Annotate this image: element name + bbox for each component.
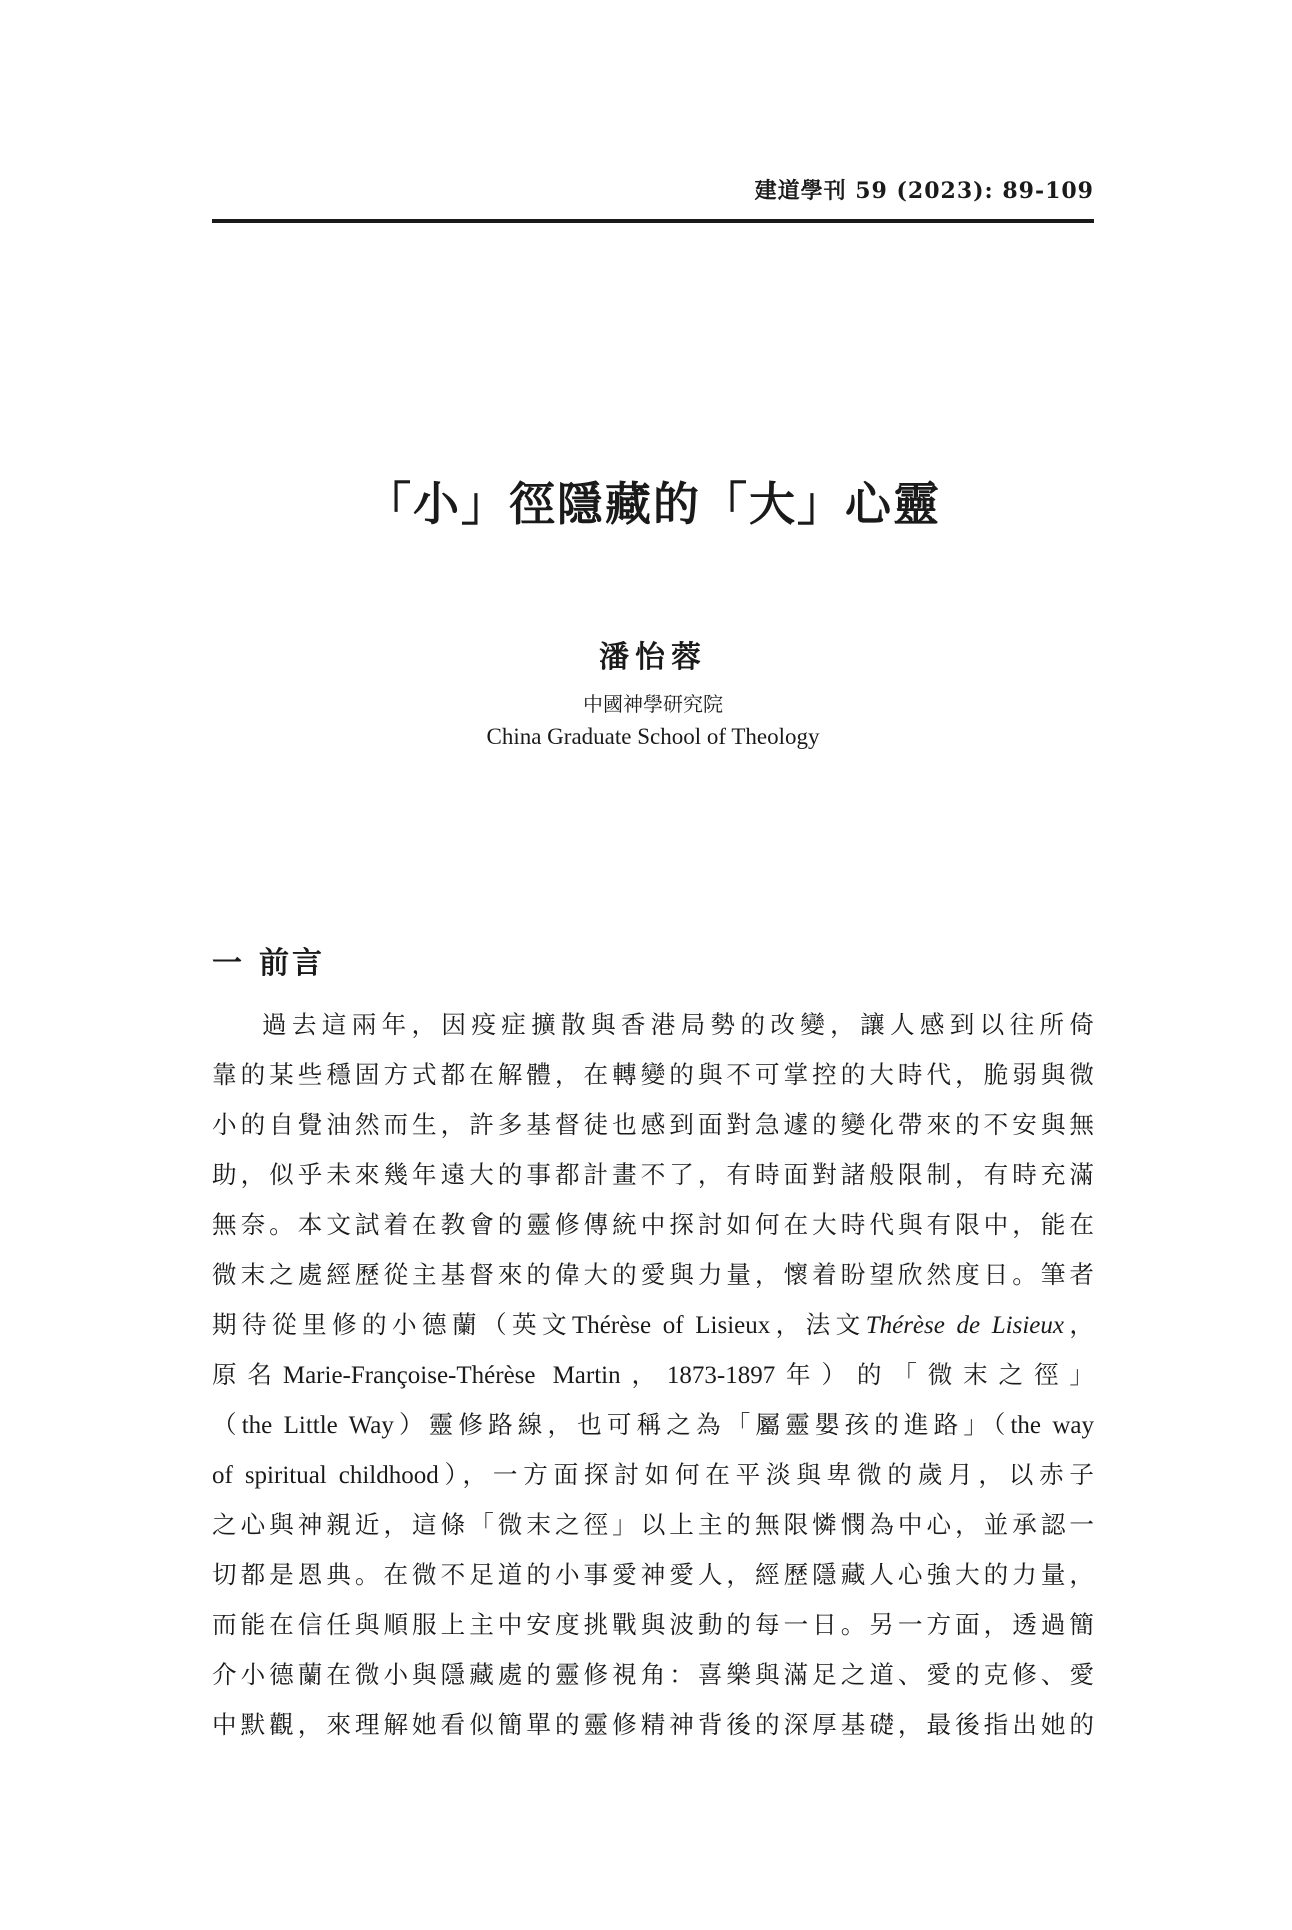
paragraph-line: 無奈。本文試着在教會的靈修傳統中探討如何在大時代與有限中，能在 <box>212 1210 1094 1239</box>
paragraph-line: 小的自覺油然而生，許多基督徒也感到面對急遽的變化帶來的不安與無 <box>212 1110 1094 1139</box>
paragraph-line <box>212 1400 1094 1450</box>
header-rule <box>212 219 1094 223</box>
paragraph-line: 而能在信任與順服上主中安度挑戰與波動的每一日。另一方面，透過簡 <box>212 1610 1094 1639</box>
paragraph-line <box>212 1450 1094 1500</box>
section-title: 前言 <box>259 946 325 981</box>
paragraph-line: 介小德蘭在微小與隱藏處的靈修視角：喜樂與滿足之道、愛的克修、愛 <box>212 1660 1094 1689</box>
article-title: 「小」徑隱藏的「大」心靈 <box>365 477 941 531</box>
text-run: ，法文 <box>770 1310 866 1339</box>
section-number: 一 <box>212 946 245 981</box>
text-run-italic: Thérèse de Lisieux <box>865 1312 1064 1339</box>
text-run-latin: of spiritual childhood <box>212 1462 439 1489</box>
text-run: ）靈修路線，也可稱之為「屬靈嬰孩的進路」（ <box>393 1410 1011 1439</box>
text-run: ），一方面探討如何在平淡與卑微的歲月，以赤子 <box>438 1460 1094 1489</box>
running-head: 建道學刊 59 (2023): 89-109 <box>754 178 1094 204</box>
paragraph-line: 靠的某些穩固方式都在解體，在轉變的與不可掌控的大時代，脆弱與微 <box>212 1060 1094 1089</box>
text-run-latin: 1873-1897 <box>666 1362 776 1389</box>
author-name: 潘怡蓉 <box>599 640 707 675</box>
text-run: ， <box>1063 1310 1094 1339</box>
text-run-latin: Thérèse of Lisieux <box>572 1312 771 1339</box>
paragraph-line: 過去這兩年，因疫症擴散與香港局勢的改變，讓人感到以往所倚 <box>262 1010 1094 1039</box>
text-run-latin: the way <box>1010 1412 1094 1439</box>
text-run: ， <box>620 1360 667 1389</box>
text-run: 原名 <box>212 1360 283 1389</box>
section-heading <box>212 944 1094 984</box>
affiliation-english: China Graduate School of Theology <box>486 724 820 749</box>
paragraph-line: 助，似乎未來幾年遠大的事都計畫不了，有時面對諸般限制，有時充滿 <box>212 1160 1094 1189</box>
paragraph-line <box>212 1350 1094 1400</box>
paragraph-line: 微末之處經歷從主基督來的偉大的愛與力量，懷着盼望欣然度日。筆者 <box>212 1260 1094 1289</box>
affiliation-chinese: 中國神學研究院 <box>583 692 723 716</box>
text-run-latin: the Little Way <box>241 1412 394 1439</box>
paragraph-line: 中默觀，來理解她看似簡單的靈修精神背後的深厚基礎，最後指出她的 <box>212 1710 1094 1739</box>
paragraph-line <box>212 1300 1094 1350</box>
text-run: 年）的「微末之徑」 <box>775 1360 1094 1389</box>
paragraph-line: 切都是恩典。在微不足道的小事愛神愛人，經歷隱藏人心強大的力量， <box>212 1560 1094 1589</box>
text-run-latin: Marie-Françoise-Thérèse Martin <box>282 1362 621 1389</box>
text-run: 期待從里修的小德蘭（英文 <box>212 1310 573 1339</box>
text-run: （ <box>212 1410 242 1439</box>
paragraph-line: 之心與神親近，這條「微末之徑」以上主的無限憐憫為中心，並承認一 <box>212 1510 1094 1539</box>
body-paragraph <box>212 1000 1094 1750</box>
